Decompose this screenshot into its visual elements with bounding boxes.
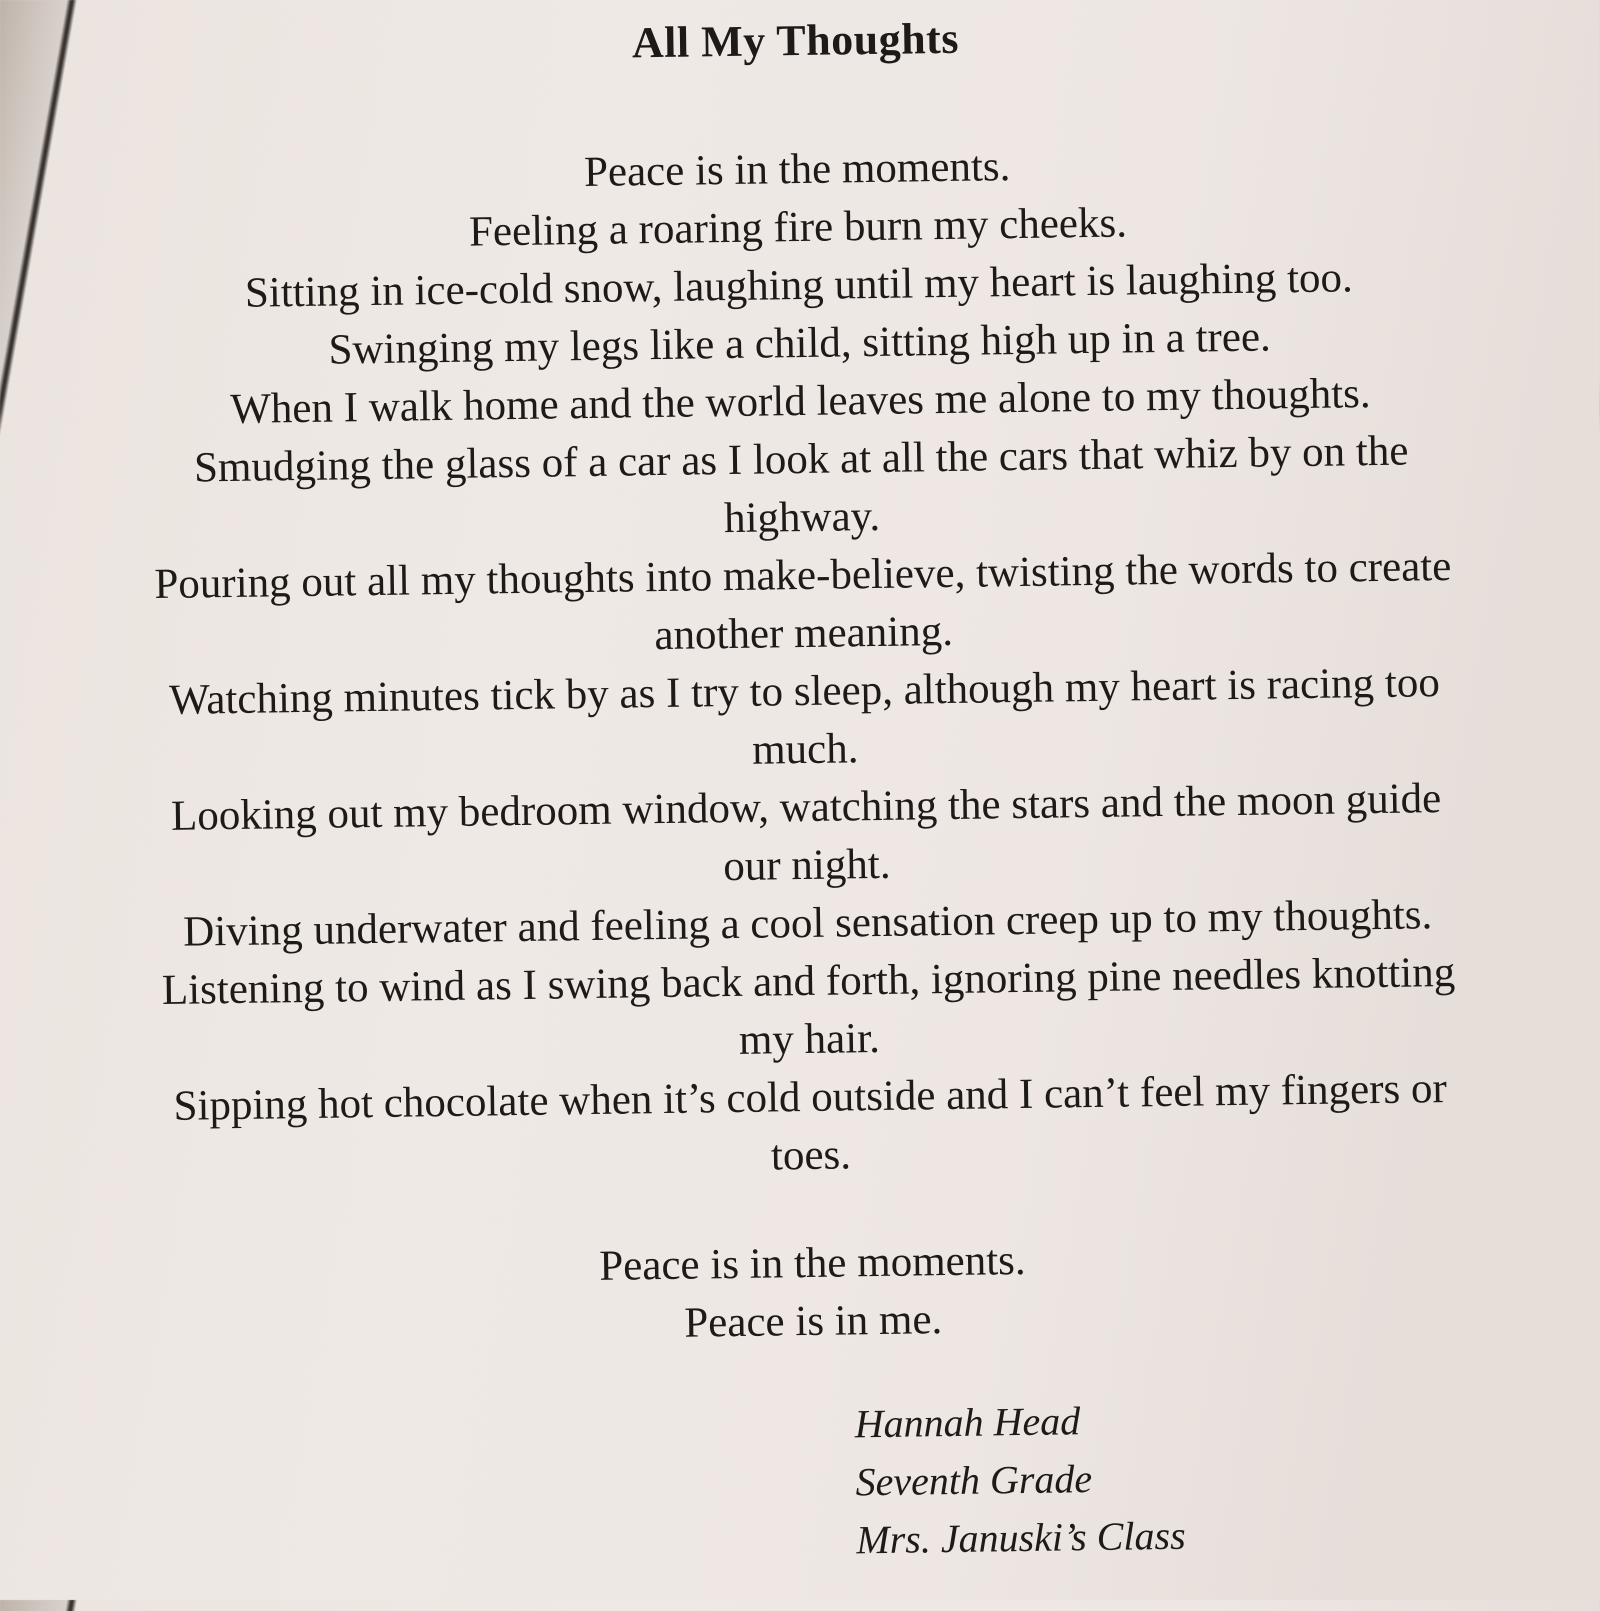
closing-line: Peace is in the moments. — [598, 1236, 1026, 1290]
closing-line: Peace is in me. — [683, 1296, 943, 1347]
author-grade: Seventh Grade — [855, 1456, 1093, 1505]
poem-line: Peace is in the moments. — [583, 143, 1011, 197]
poem-line: Feeling a roaring fire burn my cheeks. — [468, 199, 1128, 256]
poem-body — [67, 131, 1544, 1361]
poem-line: Listening to wind as I swing back and forth, ignoring pine needles knotting — [161, 948, 1456, 1014]
poem-line: Smudging the glass of a car as I look at all the cars that whiz by on the — [193, 427, 1409, 492]
poem-line: much. — [751, 725, 859, 774]
author-name: Hannah Head — [854, 1398, 1081, 1447]
poem-line: Looking out my bedroom window, watching the stars and the moon guide — [170, 775, 1442, 840]
poem-line: our night. — [722, 840, 891, 891]
poem-line: highway. — [723, 492, 881, 543]
poem-line: Watching minutes tick by as I try to sleep, although my heart is racing too — [168, 659, 1441, 724]
author-class: Mrs. Januski’s Class — [856, 1512, 1186, 1563]
signature-block — [854, 1391, 1186, 1570]
book-page — [65, 0, 1600, 1611]
poem-title: All My Thoughts — [631, 13, 960, 68]
poem-line: Diving underwater and feeling a cool sensation creep up to my thoughts. — [182, 891, 1433, 956]
poem-line: toes. — [770, 1131, 852, 1180]
poem-line: Sitting in ice-cold snow, laughing until my heart is laughing too. — [244, 254, 1354, 317]
poem-line: another meaning. — [654, 607, 954, 660]
poem-line: When I walk home and the world leaves me alone to my thoughts. — [229, 370, 1371, 433]
poem-line: my hair. — [738, 1014, 881, 1064]
poem-line: Swinging my legs like a child, sitting high up in a tree. — [328, 313, 1272, 374]
poem-line: Pouring out all my thoughts into make-believe, twisting the words to create — [154, 542, 1452, 609]
poem-line: Sipping hot chocolate when it’s cold outside and I can’t feel my fingers or — [173, 1065, 1448, 1130]
